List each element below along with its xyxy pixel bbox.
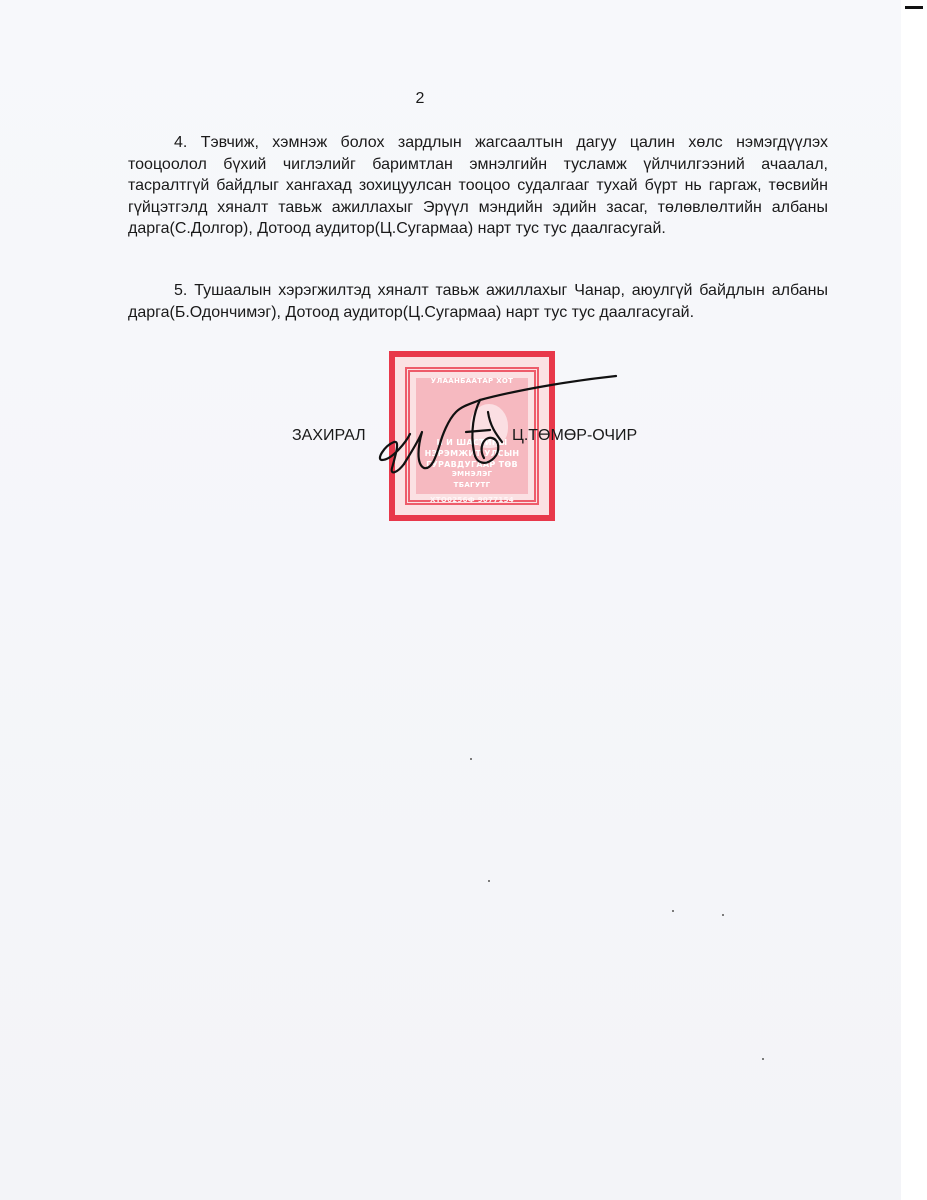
stamp-line-registration: ХТО0256Ф 9077154 (430, 496, 514, 504)
handwritten-signature (370, 372, 620, 492)
page-number: 2 (415, 90, 425, 107)
stamp-line-4: ЭМНЭЛЭГ (451, 470, 493, 478)
scan-speck (762, 1058, 764, 1060)
scan-speck (488, 880, 490, 882)
paragraph-4: 4. Тэвчиж, хэмнэж болох зардлын жагсаалтын дагуу цалин хөлс нэмэгдүүлэх тооцоолол бүхий чиглэлийг баримтлан эмнэлгийн тусламж үйлчилгээний ачаалал, тасралтгүй байдлыг хангахад зохицуулсан тооцоо судалгааг тухай бүрт нь гаргаж, төсвийн гүйцэтгэлд хяналт тавьж ажиллахыг Эрүүл мэндийн эдийн засаг, төлөвлөлтийн албаны дарга(С.Долгор), Дотоод аудитор(Ц.Сугармаа) нарт тус тус даалгасугай. (128, 134, 828, 237)
signatory-title: ЗАХИРАЛ (292, 427, 366, 444)
stamp-line-3: ГУРАВДУГААР ТӨВ (426, 460, 518, 469)
stamp-line-city: УЛААНБААТАР ХОТ (430, 377, 514, 385)
scan-speck (722, 914, 724, 916)
scan-speck (672, 910, 674, 912)
stamp-line-5: ТБАГУТГ (453, 481, 491, 489)
stamp-line-2: НЭРЭМЖИТ УЛСЫН (424, 449, 520, 458)
scan-speck (470, 758, 472, 760)
scan-edge-mark (905, 6, 923, 9)
signatory-name: Ц.ТӨМӨР-ОЧИР (512, 427, 638, 444)
stamp-line-1: II И ШАСТИНЫ (436, 438, 508, 447)
paragraph-5: 5. Тушаалын хэрэгжилтэд хяналт тавьж ажиллахыг Чанар, аюулгүй байдлын албаны дарга(Б.Одончимэг), Дотоод аудитор(Ц.Сугармаа) нарт тус тус даалгасугай. (128, 282, 828, 321)
scan-border (901, 0, 927, 1200)
